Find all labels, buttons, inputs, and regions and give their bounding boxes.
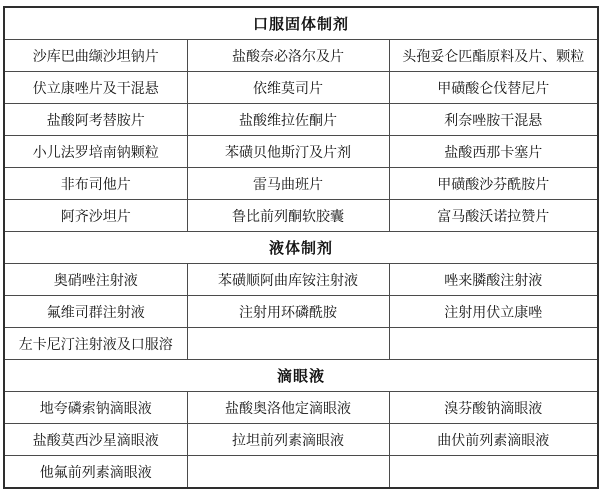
table-row [4, 264, 598, 296]
table-row [4, 392, 598, 424]
table-cell: 鲁比前列酮软胶囊 [187, 200, 389, 232]
table-cell: 唑来膦酸注射液 [389, 264, 598, 296]
table-cell: 富马酸沃诺拉赞片 [389, 200, 598, 232]
section-header-eye-drops: 滴眼液 [4, 360, 598, 392]
drug-preparation-table [3, 6, 599, 489]
table-row [4, 296, 598, 328]
table-row [4, 40, 598, 72]
table-cell [389, 456, 598, 489]
table-cell: 苯磺顺阿曲库铵注射液 [187, 264, 389, 296]
table-cell: 苯磺贝他斯汀及片剂 [187, 136, 389, 168]
table-cell [389, 328, 598, 360]
table-cell: 利奈唑胺干混悬 [389, 104, 598, 136]
table-cell: 他氟前列素滴眼液 [4, 456, 187, 489]
table-cell: 盐酸维拉佐酮片 [187, 104, 389, 136]
table-row [4, 72, 598, 104]
section-header-row-oral-solid [4, 7, 598, 40]
table-row [4, 456, 598, 489]
table-cell: 注射用伏立康唑 [389, 296, 598, 328]
table-cell: 氟维司群注射液 [4, 296, 187, 328]
table-row [4, 136, 598, 168]
table-row [4, 200, 598, 232]
table-row [4, 104, 598, 136]
section-header-row-liquid [4, 232, 598, 264]
table-cell: 盐酸阿考替胺片 [4, 104, 187, 136]
section-header-oral-solid: 口服固体制剂 [4, 7, 598, 40]
table-cell: 非布司他片 [4, 168, 187, 200]
table-cell: 左卡尼汀注射液及口服溶 [4, 328, 187, 360]
section-header-liquid: 液体制剂 [4, 232, 598, 264]
table-cell: 甲磺酸沙芬酰胺片 [389, 168, 598, 200]
table-cell: 地夸磷索钠滴眼液 [4, 392, 187, 424]
table-cell: 依维莫司片 [187, 72, 389, 104]
table-cell: 盐酸西那卡塞片 [389, 136, 598, 168]
table-cell: 曲伏前列素滴眼液 [389, 424, 598, 456]
section-header-row-eye-drops [4, 360, 598, 392]
table-cell: 阿齐沙坦片 [4, 200, 187, 232]
table-cell: 伏立康唑片及干混悬 [4, 72, 187, 104]
table-row [4, 168, 598, 200]
table-cell: 拉坦前列素滴眼液 [187, 424, 389, 456]
table-cell: 盐酸奥洛他定滴眼液 [187, 392, 389, 424]
table-cell: 沙库巴曲缬沙坦钠片 [4, 40, 187, 72]
table-cell: 盐酸奈必洛尔及片 [187, 40, 389, 72]
table-cell: 注射用环磷酰胺 [187, 296, 389, 328]
table-cell [187, 456, 389, 489]
table-cell: 雷马曲班片 [187, 168, 389, 200]
table-cell: 小儿法罗培南钠颗粒 [4, 136, 187, 168]
table-cell: 盐酸莫西沙星滴眼液 [4, 424, 187, 456]
table-cell: 奥硝唑注射液 [4, 264, 187, 296]
table-cell: 头孢妥仑匹酯原料及片、颗粒 [389, 40, 598, 72]
table-cell: 溴芬酸钠滴眼液 [389, 392, 598, 424]
table-cell [187, 328, 389, 360]
table-cell: 甲磺酸仑伐替尼片 [389, 72, 598, 104]
table-row [4, 328, 598, 360]
table-row [4, 424, 598, 456]
